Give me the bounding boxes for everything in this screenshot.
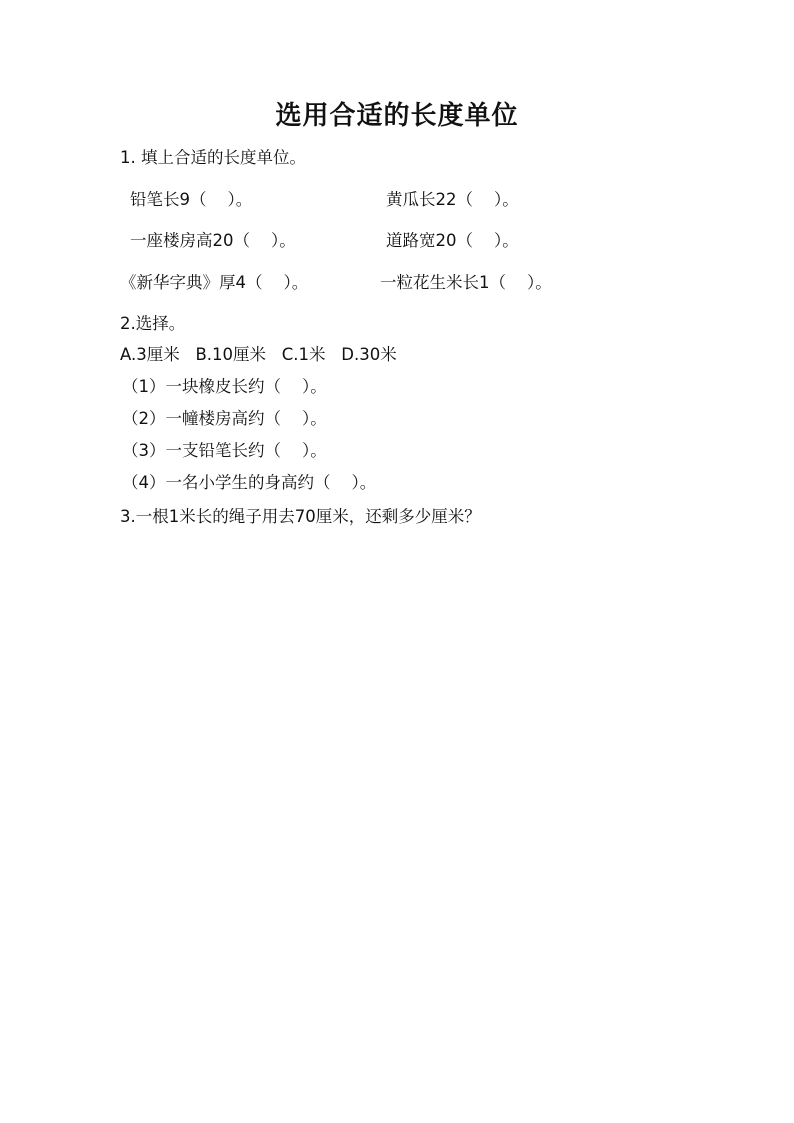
page-title: 选用合适的长度单位 xyxy=(275,101,519,131)
q1-item-cucumber: 黄瓜长22（ ）。 xyxy=(386,190,519,209)
q1-item-dictionary: 《新华字典》厚4（ ）。 xyxy=(120,273,309,292)
q2-item-2: （2）一幢楼房高约（ ）。 xyxy=(122,409,327,428)
q2-heading: 2.选择。 xyxy=(120,314,186,333)
q1-item-peanut: 一粒花生米长1（ ）。 xyxy=(380,273,552,292)
q2-item-1: （1）一块橡皮长约（ ）。 xyxy=(122,377,327,396)
q2-item-3: （3）一支铅笔长约（ ）。 xyxy=(122,441,327,460)
q1-item-pencil: 铅笔长9（ ）。 xyxy=(130,190,253,209)
q3-heading: 3.一根1米长的绳子用去70厘米，还剩多少厘米？ xyxy=(120,507,481,526)
q2-item-4: （4）一名小学生的身高约（ ）。 xyxy=(122,473,377,492)
q2-options: A.3厘米 B.10厘米 C.1米 D.30米 xyxy=(120,345,397,364)
q1-item-building: 一座楼房高20（ ）。 xyxy=(130,231,296,250)
q1-item-road: 道路宽20（ ）。 xyxy=(386,231,519,250)
q1-heading: 1. 填上合适的长度单位。 xyxy=(120,148,306,167)
